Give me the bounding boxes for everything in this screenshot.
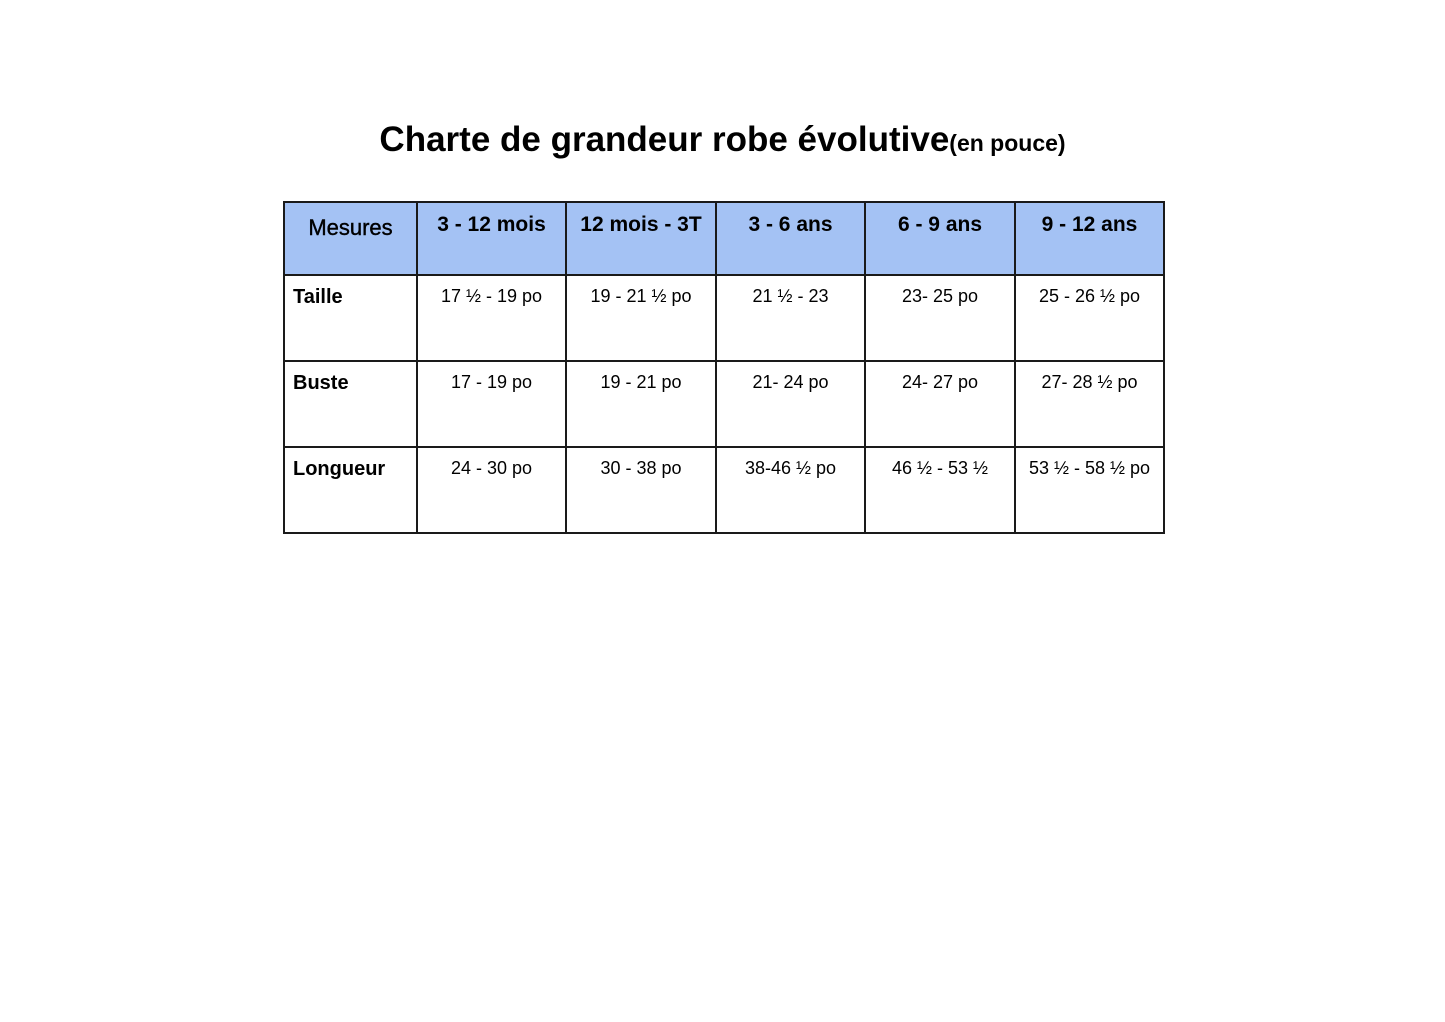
table-cell: 23- 25 po — [865, 275, 1015, 361]
table-cell: 17 ½ - 19 po — [417, 275, 566, 361]
table-cell: 30 - 38 po — [566, 447, 716, 533]
table-cell: 21- 24 po — [716, 361, 865, 447]
table-cell: 21 ½ - 23 — [716, 275, 865, 361]
table-header-row — [284, 202, 1164, 275]
column-header-mesures: Mesures — [284, 202, 417, 275]
page-title — [0, 122, 1445, 157]
title-subtitle: (en pouce) — [949, 130, 1066, 156]
column-header-6-9-ans: 6 - 9 ans — [865, 202, 1015, 275]
column-header-3-6-ans: 3 - 6 ans — [716, 202, 865, 275]
table-cell: 24- 27 po — [865, 361, 1015, 447]
table-row-taille — [284, 275, 1164, 361]
table-cell: 19 - 21 po — [566, 361, 716, 447]
column-header-3-12-mois: 3 - 12 mois — [417, 202, 566, 275]
table-cell: 38-46 ½ po — [716, 447, 865, 533]
table-row-buste — [284, 361, 1164, 447]
table-cell: 53 ½ - 58 ½ po — [1015, 447, 1164, 533]
table-cell: 46 ½ - 53 ½ — [865, 447, 1015, 533]
column-header-9-12-ans: 9 - 12 ans — [1015, 202, 1164, 275]
table-cell: 25 - 26 ½ po — [1015, 275, 1164, 361]
row-label-buste: Buste — [284, 361, 417, 447]
table-cell: 27- 28 ½ po — [1015, 361, 1164, 447]
table-row-longueur — [284, 447, 1164, 533]
table-cell: 19 - 21 ½ po — [566, 275, 716, 361]
title-main: Charte de grandeur robe évolutive — [379, 120, 950, 159]
table-cell: 24 - 30 po — [417, 447, 566, 533]
table-cell: 17 - 19 po — [417, 361, 566, 447]
size-chart-table — [283, 201, 1165, 534]
column-header-12-mois-3t: 12 mois - 3T — [566, 202, 716, 275]
row-label-longueur: Longueur — [284, 447, 417, 533]
row-label-taille: Taille — [284, 275, 417, 361]
